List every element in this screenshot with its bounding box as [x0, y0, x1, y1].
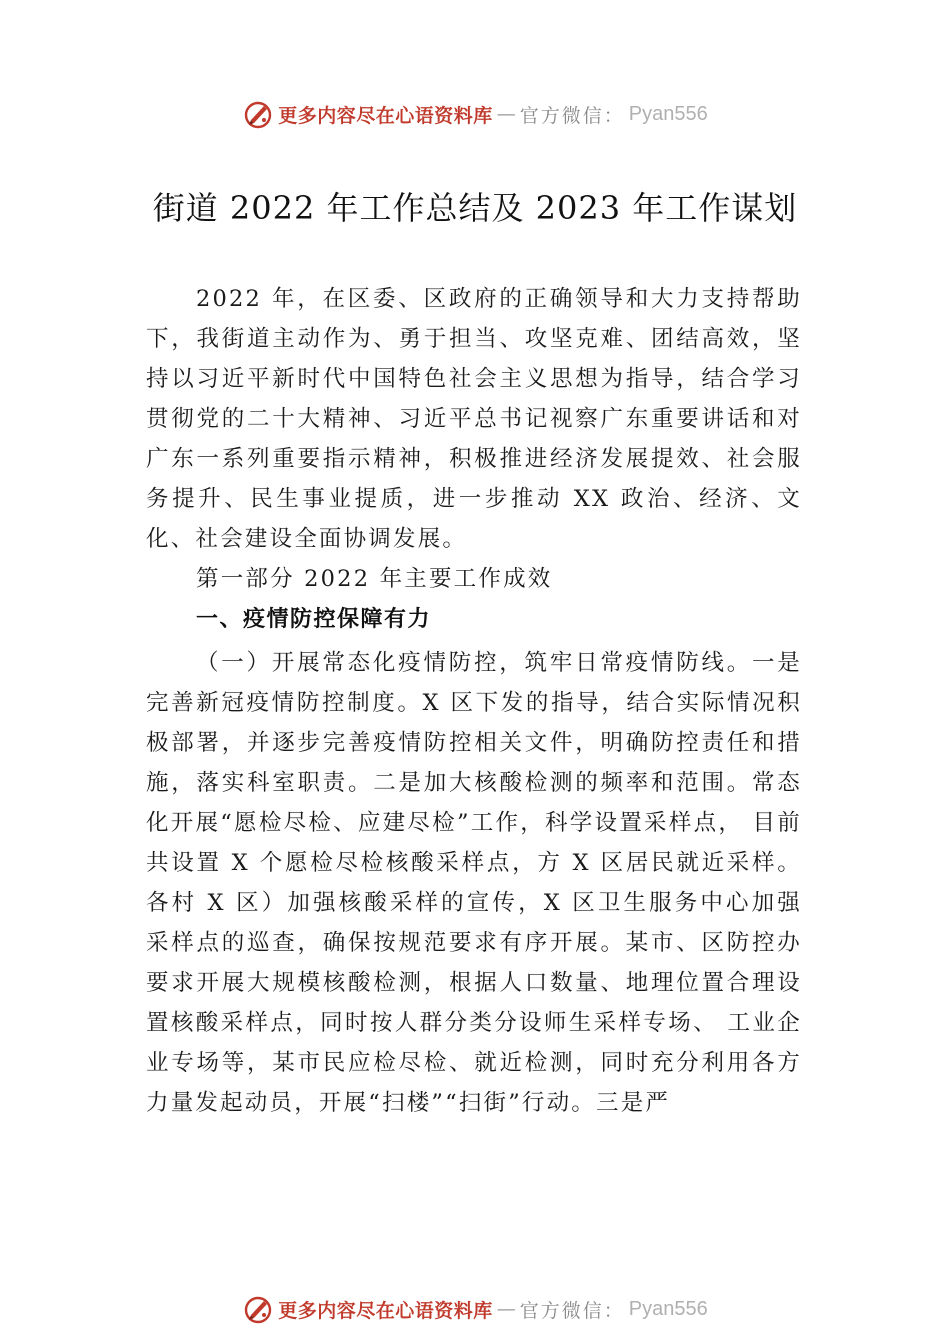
- watermark-brand: 更多内容尽在心语资料库: [278, 1299, 493, 1322]
- watermark-wechat-id: Pyan556: [628, 1297, 708, 1320]
- section-heading: 一、疫情防控保障有力: [196, 607, 432, 632]
- document-title: 街道 2022 年工作总结及 2023 年工作谋划: [152, 189, 798, 227]
- intro-paragraph: 2022 年，在区委、区政府的正确领导和大力支持帮助下，我街道主动作为、勇于担当、攻坚克难、团结高效，坚持以习近平新时代中国特色社会主义思想为指导，结合学习贯彻党的二十大精神、习近平总书记视察广东重要讲话和对广东一系列重要指示精神，积极推进经济发展提效、社会服务提升、民生事业提质，进一步推动 XX 政治、经济、文化、社会建设全面协调发展。: [146, 286, 802, 552]
- pen-logo-icon: [242, 1293, 274, 1325]
- watermark-label: 官方微信：: [519, 1299, 625, 1322]
- watermark-brand: 更多内容尽在心语资料库: [278, 104, 493, 127]
- watermark-header: [0, 94, 950, 134]
- part-heading: 第一部分 2022 年主要工作成效: [196, 566, 553, 592]
- watermark-dash: —: [496, 103, 516, 125]
- pen-logo-icon: [242, 98, 274, 130]
- watermark-dash: —: [496, 1298, 516, 1320]
- subsection-paragraph: （一）开展常态化疫情防控，筑牢日常疫情防线。一是完善新冠疫情防控制度。X 区下发的指导，结合实际情况积极部署，并逐步完善疫情防控相关文件，明确防控责任和措施，落实科室职责。二是加大核酸检测的频率和范围。常态化开展“愿检尽检、应建尽检”工作，科学设置采样点， 目前共设置 X 个愿检尽检核酸采样点，方 X 区居民就近采样。各村 X 区）加强核酸采样的宣传，X 区卫生服务中心加强采样点的巡查，确保按规范要求有序开展。某市、区防控办要求开展大规模核酸检测，根据人口数量、地理位置合理设置核酸采样点，同时按人群分类分设师生采样专场、 工业企业专场等，某市民应检尽检、就近检测，同时充分利用各方力量发起动员，开展“扫楼”“扫街”行动。三是严: [146, 650, 802, 1116]
- watermark-footer: [0, 1289, 950, 1329]
- watermark-wechat-id: Pyan556: [628, 102, 708, 125]
- watermark-label: 官方微信：: [519, 104, 625, 127]
